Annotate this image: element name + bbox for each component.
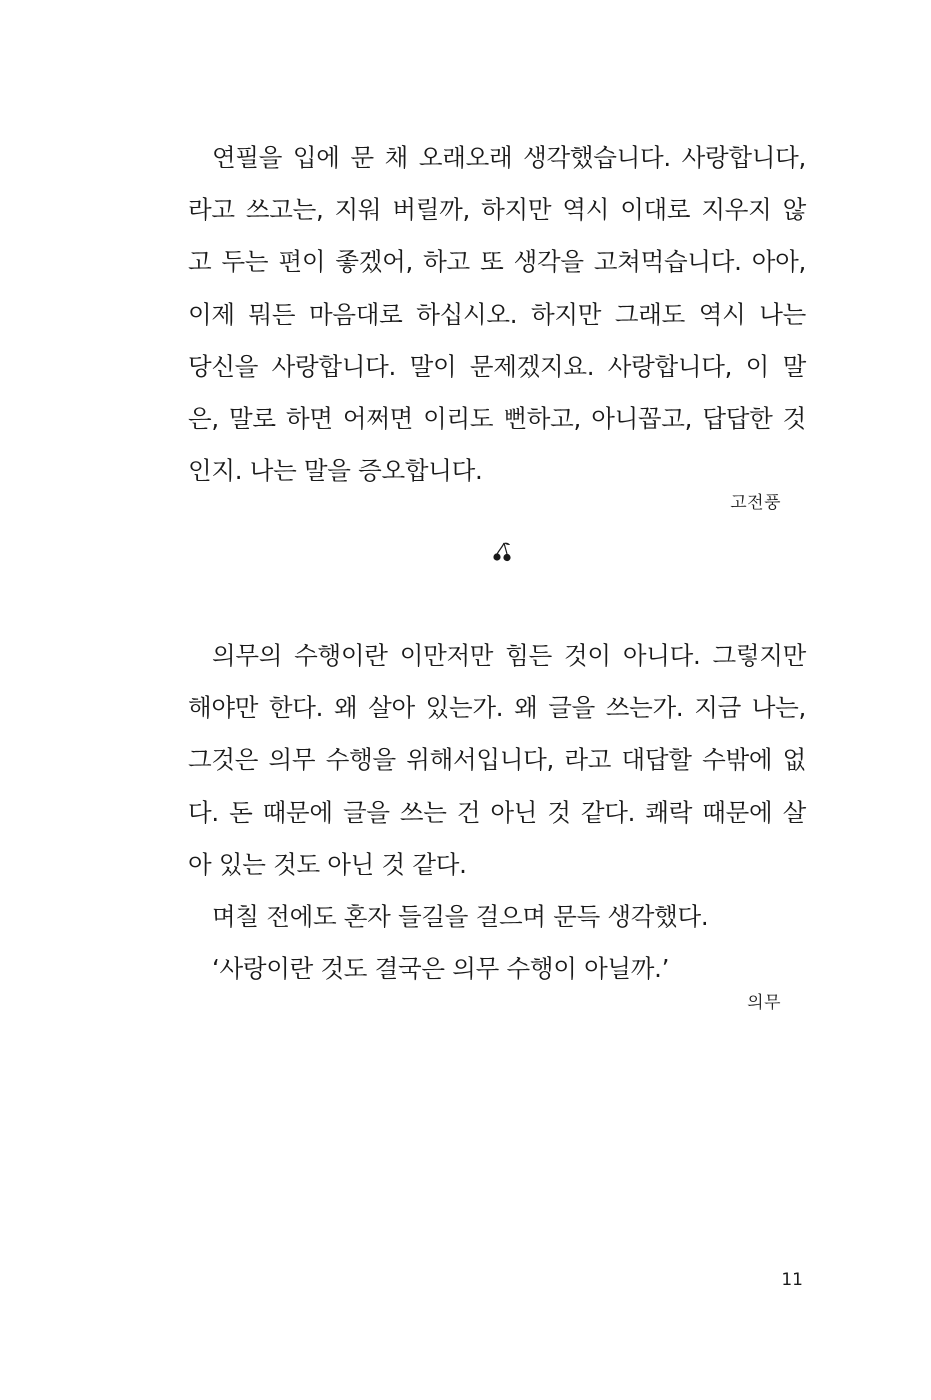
page-number: 11 [781,1270,803,1290]
paragraph-line: ‘사랑이란 것도 결국은 의무 수행이 아닐까.’ [212,954,670,984]
paragraph-line: 라고 쓰고는, 지워 버릴까, 하지만 역시 이대로 지우지 않 [188,195,806,225]
paragraph-line: 당신을 사랑합니다. 말이 문제겠지요. 사랑합니다, 이 말 [188,351,806,381]
essay-section-love [188,132,806,497]
paragraph-line: 그것은 의무 수행을 위해서입니다, 라고 대답할 수밖에 없 [188,745,806,775]
paragraph-line: 다. 돈 때문에 글을 쓰는 건 아닌 것 같다. 쾌락 때문에 살 [188,797,806,827]
paragraph-line: 며칠 전에도 혼자 들길을 걸으며 문득 생각했다. [212,901,709,931]
essay-section-duty [188,630,806,995]
paragraph-line: 연필을 입에 문 채 오래오래 생각했습니다. 사랑합니다, [212,143,806,172]
cherry-icon [490,540,514,564]
paragraph-line: 은, 말로 하면 어쩌면 이리도 뻔하고, 아니꼽고, 답답한 것 [188,403,806,433]
paragraph-line: 고 두는 편이 좋겠어, 하고 또 생각을 고쳐먹습니다. 아아, [188,247,806,277]
paragraph-line: 아 있는 것도 아닌 것 같다. [188,849,467,879]
paragraph-line: 해야만 한다. 왜 살아 있는가. 왜 글을 쓰는가. 지금 나는, [188,693,806,723]
paragraph-line: 인지. 나는 말을 증오합니다. [188,456,483,486]
paragraph-line: 이제 뭐든 마음대로 하십시오. 하지만 그래도 역시 나는 [188,299,806,329]
section-signature: 의무 [747,993,781,1013]
paragraph-line: 의무의 수행이란 이만저만 힘든 것이 아니다. 그렇지만 [212,641,806,670]
section-signature: 고전풍 [730,493,781,513]
